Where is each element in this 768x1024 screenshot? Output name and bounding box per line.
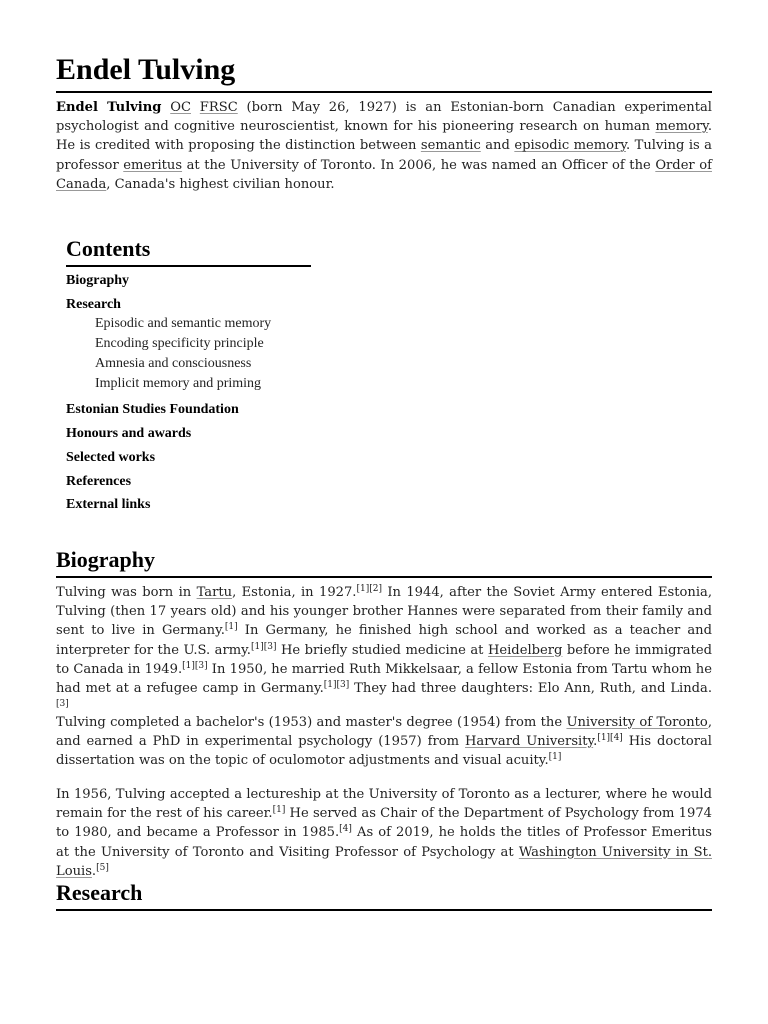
biography-paragraph-2	[56, 713, 712, 771]
semantic-link[interactable]: semantic	[420, 138, 481, 154]
body-text: before he immigrated to Canada in 1949.	[56, 642, 713, 677]
toc-divider	[66, 265, 311, 267]
biography-paragraph-1	[56, 583, 712, 717]
oc-link[interactable]: OC	[170, 100, 191, 115]
intro-text: (born May 26, 1927) is an Estonian-born Canadian experimental psychologist and cognitive neuroscientist, known for his pioneering research on human	[56, 100, 712, 135]
toc-item-references[interactable]: References	[66, 474, 132, 489]
citation[interactable]: [1][2]	[356, 584, 382, 594]
episodic-memory-link[interactable]: episodic memory	[514, 138, 626, 154]
intro-text: and	[480, 138, 515, 154]
citation[interactable]: [1]	[548, 752, 562, 763]
toc-item-biography[interactable]: Biography	[66, 273, 130, 288]
body-text: As of 2019, he holds the titles of Professor Emeritus at the University of Toronto and Visiting Professor of Psychology at	[56, 825, 712, 860]
citation[interactable]: [4]	[339, 824, 352, 835]
citation[interactable]: [1]	[224, 622, 238, 633]
page-title: Endel Tulving	[56, 53, 236, 86]
harvard-university-link[interactable]: Harvard University	[465, 734, 594, 750]
body-text: .	[91, 863, 97, 879]
citation[interactable]: [5]	[96, 862, 109, 873]
toc-item-encoding-specificity[interactable]: Encoding specificity principle	[95, 336, 264, 351]
body-text: In 1956, Tulving accepted a lectureship at the University of Toronto as a lecturer, where he would remain for the rest of his career.	[56, 787, 712, 822]
body-text: In Germany, he finished high school and worked as a teacher and interpreter for the U.S. army.	[56, 623, 712, 658]
body-text: He briefly studied medicine at	[276, 642, 488, 658]
body-text: .	[593, 734, 598, 750]
citation[interactable]: [1][3]	[323, 680, 350, 691]
toc-item-research[interactable]: Research	[66, 297, 121, 312]
research-divider	[56, 909, 712, 911]
body-text: Tulving completed a bachelor's (1953) and master's degree (1954) from the	[56, 715, 567, 730]
research-heading: Research	[56, 880, 143, 905]
subject-name: Endel Tulving	[56, 100, 162, 115]
citation[interactable]: [1][4]	[597, 733, 623, 744]
toc-heading: Contents	[66, 236, 151, 261]
biography-divider	[56, 576, 712, 578]
frsc-link[interactable]: FRSC	[199, 100, 238, 115]
body-text: In 1944, after the Soviet Army entered Estonia, Tulving (then 17 years old) and his younger brother Hannes were separated from their family and sent to live in Germany.	[56, 585, 713, 639]
university-of-toronto-link[interactable]: University of Toronto	[566, 715, 708, 730]
intro-text: at the University of Toronto. In 2006, he was named an Officer of the	[182, 157, 656, 173]
toc-item-estonian-studies[interactable]: Estonian Studies Foundation	[66, 402, 239, 417]
citation[interactable]: [3]	[56, 699, 69, 710]
toc-item-selected-works[interactable]: Selected works	[66, 450, 156, 465]
body-text: His doctoral dissertation was on the topic of oculomotor adjustments and visual acuity.	[56, 734, 712, 769]
memory-link[interactable]: memory	[655, 119, 708, 135]
intro-paragraph	[56, 98, 712, 194]
body-text: They had three daughters: Elo Ann, Ruth, and Linda.	[349, 681, 712, 697]
toc-item-implicit-memory[interactable]: Implicit memory and priming	[95, 376, 262, 391]
biography-heading: Biography	[56, 547, 156, 572]
body-text: In 1950, he married Ruth Mikkelsaar, a fellow Estonia from Tartu whom he had met at a refugee camp in Germany.	[56, 661, 712, 697]
intro-text: , Canada's highest civilian honour.	[106, 176, 335, 192]
toc-item-honours[interactable]: Honours and awards	[66, 426, 192, 441]
table-of-contents	[66, 236, 311, 512]
emeritus-link[interactable]: emeritus	[123, 157, 183, 173]
order-of-canada-link[interactable]: Order of Canada	[56, 157, 712, 192]
body-text: Tulving was born in	[56, 585, 197, 600]
body-text: He served as Chair of the Department of Psychology from 1974 to 1980, and became a Professor in 1985.	[56, 806, 712, 841]
tartu-link[interactable]: Tartu	[196, 585, 233, 600]
washington-university-link[interactable]: Washington University in St. Louis	[56, 844, 712, 879]
intro-text: . Tulving is a professor	[56, 138, 712, 173]
biography-paragraph-3	[56, 785, 712, 881]
body-text: , Estonia, in 1927.	[232, 585, 357, 600]
toc-item-amnesia-consciousness[interactable]: Amnesia and consciousness	[95, 356, 252, 371]
intro-text: . He is credited with proposing the distinction between	[56, 119, 712, 154]
title-divider	[56, 91, 712, 93]
citation[interactable]: [1]	[272, 805, 286, 816]
citation[interactable]: [1][3]	[250, 641, 277, 652]
heidelberg-link[interactable]: Heidelberg	[487, 642, 563, 658]
toc-item-external-links[interactable]: External links	[66, 497, 151, 512]
toc-item-episodic-semantic-memory[interactable]: Episodic and semantic memory	[95, 316, 272, 331]
citation[interactable]: [1][3]	[182, 660, 208, 671]
body-text: , and earned a PhD in experimental psychology (1957) from	[56, 715, 712, 750]
